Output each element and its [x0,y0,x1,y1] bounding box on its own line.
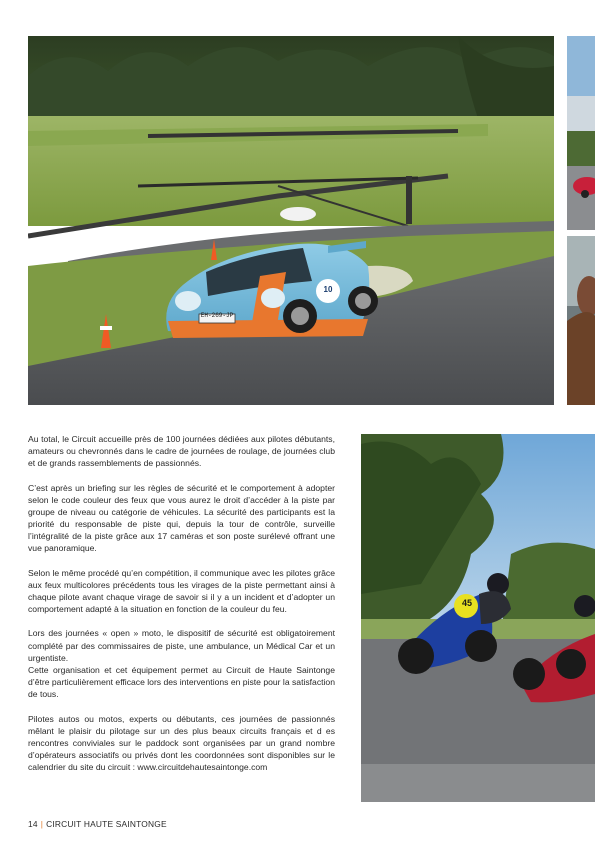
article-body [28,433,335,785]
photo-main-car [28,36,554,405]
article-paragraph: C’est après un briefing sur les règles de sécurité et le comportement à adopter selon le code couleur des feux que vous aurez le droit d’accéder à la piste par groupe de niveau ou catégorie de véhicules. La sécurité des participants est la priorité du responsable de piste qui, depuis la tour de contrôle, surveille l’intégralité de la piste grâce aux 17 caméras et son poste surélevé offrant une vue panoramique. [28,482,335,554]
article-paragraph: Pilotes autos ou motos, experts ou débutants, ces journées de passionnés mêlant le plaisir du pilotage sur un des plus beaux circuits français et d es rencontres conviviales sur le paddock sont organisées par un grand nombre d’opérateurs associatifs ou privés dont les coordonnées sont disponibles sur le calendrier du site du circuit : www.circuitdehautesaintonge.com [28,713,335,773]
photo-motorcycles [361,434,595,802]
publication-title: CIRCUIT HAUTE SAINTONGE [46,819,167,829]
article-paragraph: Au total, le Circuit accueille près de 100 journées dédiées aux pilotes débutants, amateurs ou chevronnés dans le cadre de journées de roulage, de journées club et de grands rassemblements de passionnés. [28,434,335,469]
page-footer [28,819,167,829]
page-number: 14 [28,819,38,829]
car-race-number: 10 [323,285,333,294]
moto-front-number: 45 [461,598,472,608]
article-paragraph: Lors des journées « open » moto, le dispositif de sécurité est obligatoirement complété par des commissaires de piste, une ambulance, un Médical Car et un urgentiste. [28,628,335,663]
footer-separator: | [40,819,44,829]
article-paragraph: Selon le même procédé qu’en compétition, il communique avec les pilotes grâce aux feux multicolores précédents tous les virages de la piste permettant ainsi à chaque pilote avant chaque virage de savoir si il y a un incident et d’adopter un comportement adapté à la situation en fonction de la couleur du feu. [28,567,335,615]
photo-strip-red-car [567,36,595,230]
article-paragraph: Cette organisation et cet équipement permet au Circuit de Haute Saintonge d’être particulièrement efficace lors des interventions en piste pour la satisfaction de tous. [28,664,335,700]
photo-strip-person [567,236,595,405]
car-license-plate: EH-269-JP [200,312,234,319]
